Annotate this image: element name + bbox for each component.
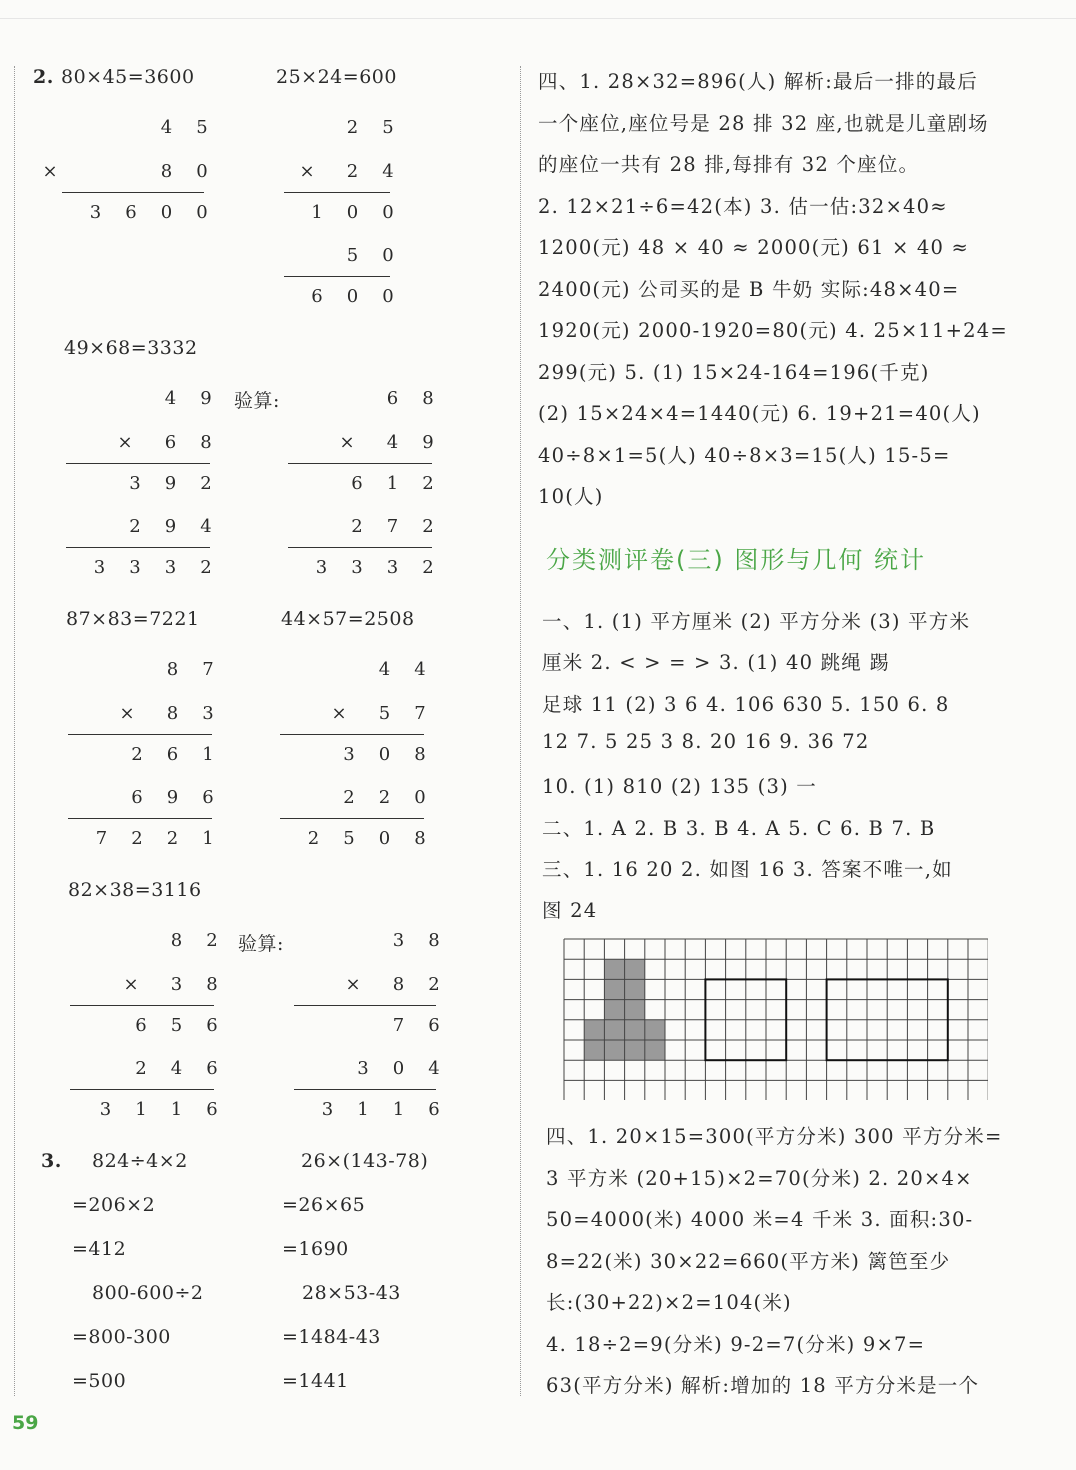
calc-digit: 2 xyxy=(166,828,179,849)
calc-digit: 3 xyxy=(164,557,177,578)
calc-digit: 5 xyxy=(378,703,391,724)
grid-figure xyxy=(563,938,988,1100)
calc-digit: 6 xyxy=(386,388,399,409)
calc-digit: 7 xyxy=(202,659,214,680)
equation-44x57: 44×57=2508 xyxy=(281,608,415,630)
shaded-cell xyxy=(604,959,624,979)
answer-line: 二、1. A 2. B 3. B 4. A 5. C 6. B 7. B xyxy=(542,816,936,840)
question-3-label: 3. xyxy=(41,1150,62,1172)
answer-line: 四、1. 28×32=896(人) 解析:最后一排的最后 xyxy=(538,70,978,93)
answer-line: 三、1. 16 20 2. 如图 16 3. 答案不唯一,如 xyxy=(542,857,953,881)
calc-digit: 0 xyxy=(196,161,208,182)
calc-digit: 0 xyxy=(392,1058,405,1079)
calc-digit: 8 xyxy=(166,703,179,724)
equation-82x38: 82×38=3116 xyxy=(68,879,202,901)
calc-digit: 1 xyxy=(170,1099,183,1120)
calc-digit: 2 xyxy=(422,557,434,578)
answer-line: (2) 15×24×4=1440(元) 6. 19+21=40(人) xyxy=(538,402,981,425)
calc-digit: 4 xyxy=(200,516,212,537)
shaded-cell xyxy=(645,1040,665,1060)
calc-digit: 4 xyxy=(386,432,399,453)
equation-49x68: 49×68=3332 xyxy=(64,337,198,359)
calc-digit: 1 xyxy=(202,744,214,765)
answer-line: 一、1. (1) 平方厘米 (2) 平方分米 (3) 平方米 xyxy=(542,610,971,633)
calc-digit: 0 xyxy=(382,245,394,266)
answer-line: 四、1. 20×15=300(平方分米) 300 平方分米= xyxy=(546,1125,1003,1148)
answer-line: 厘米 2. < > = > 3. (1) 40 跳绳 踢 xyxy=(542,651,891,675)
equation-80x45: 80×45=3600 xyxy=(61,66,195,88)
answer-line: 299(元) 5. (1) 15×24-164=196(千克) xyxy=(538,360,930,384)
answer-line: 图 24 xyxy=(542,899,598,923)
calc-digit: 5 xyxy=(196,117,208,138)
multiply-sign: × xyxy=(42,161,58,182)
calc-digit: 0 xyxy=(378,744,391,765)
check-label-1: 验算: xyxy=(234,390,280,412)
calc-digit: 3 xyxy=(351,557,363,578)
calc-digit: 6 xyxy=(131,787,143,808)
multiply-sign: × xyxy=(339,432,355,453)
q3-step: =800-300 xyxy=(72,1326,171,1348)
shaded-cell xyxy=(604,1040,624,1060)
q3-step: =1690 xyxy=(282,1238,349,1260)
calc-digit: 2 xyxy=(307,828,320,849)
calc-digit: 2 xyxy=(131,744,143,765)
calc-digit: 2 xyxy=(351,516,363,537)
q3-step: =500 xyxy=(72,1370,127,1392)
answer-line: 一个座位,座位号是 28 排 32 座,也就是儿童剧场 xyxy=(538,111,989,135)
answer-line: 8=22(米) 30×22=660(平方米) 篱笆至少 xyxy=(546,1249,951,1273)
calc-digit: 6 xyxy=(206,1015,218,1036)
calc-rule-line xyxy=(288,547,432,548)
calc-digit: 4 xyxy=(382,161,394,182)
answer-line: 40÷8×1=5(人) 40÷8×3=15(人) 15-5= xyxy=(538,443,951,467)
calc-digit: 5 xyxy=(382,117,394,138)
q3-step: =206×2 xyxy=(72,1194,156,1216)
calc-digit: 7 xyxy=(95,828,108,849)
calc-digit: 3 xyxy=(99,1099,112,1120)
equation-87x83: 87×83=7221 xyxy=(66,608,200,630)
shaded-cell xyxy=(625,959,645,979)
calc-digit: 6 xyxy=(351,473,363,494)
q3-step: 26×(143-78) xyxy=(301,1150,429,1172)
calc-digit: 8 xyxy=(392,974,405,995)
multiply-sign: × xyxy=(123,974,139,995)
shaded-cell xyxy=(604,979,624,999)
calc-digit: 8 xyxy=(428,930,440,951)
calc-digit: 5 xyxy=(343,828,355,849)
answer-line: 50=4000(米) 4000 米=4 千米 3. 面积:30- xyxy=(546,1208,974,1231)
calc-rule-line xyxy=(294,1005,436,1006)
center-divider-line xyxy=(520,66,521,1396)
calc-digit: 8 xyxy=(206,974,218,995)
calc-digit: 1 xyxy=(311,202,323,223)
calc-digit: 4 xyxy=(414,659,426,680)
shaded-cell xyxy=(584,1040,604,1060)
multiply-sign: × xyxy=(117,432,133,453)
calc-digit: 2 xyxy=(346,117,359,138)
calc-digit: 2 xyxy=(131,828,143,849)
calc-digit: 5 xyxy=(346,245,359,266)
calc-digit: 4 xyxy=(164,388,177,409)
calc-rule-line xyxy=(284,276,390,277)
section-title: 分类测评卷(三) 图形与几何 统计 xyxy=(546,546,926,574)
answer-line: 的座位一共有 28 排,每排有 32 个座位。 xyxy=(538,153,920,176)
calc-rule-line xyxy=(288,463,432,464)
q3-step: 800-600÷2 xyxy=(92,1282,204,1304)
calc-digit: 3 xyxy=(343,744,355,765)
calc-digit: 3 xyxy=(357,1058,369,1079)
calc-digit: 6 xyxy=(202,787,214,808)
q3-step: =1484-43 xyxy=(282,1326,381,1348)
calc-digit: 6 xyxy=(311,286,323,307)
page-number: 59 xyxy=(12,1412,39,1434)
calc-digit: 1 xyxy=(135,1099,147,1120)
q3-step: =412 xyxy=(72,1238,127,1260)
calc-digit: 3 xyxy=(129,557,141,578)
shaded-cell xyxy=(645,1020,665,1040)
calc-rule-line xyxy=(66,463,210,464)
calc-digit: 0 xyxy=(382,202,394,223)
left-margin-line xyxy=(14,66,15,1396)
answer-line: 1200(元) 48 × 40 ≈ 2000(元) 61 × 40 ≈ xyxy=(538,236,970,259)
calc-digit: 0 xyxy=(196,202,208,223)
multiply-sign: × xyxy=(119,703,135,724)
calc-digit: 1 xyxy=(357,1099,369,1120)
answer-line: 2. 12×21÷6=42(本) 3. 估一估:32×40≈ xyxy=(538,194,948,218)
check-label-2: 验算: xyxy=(238,933,284,955)
calc-rule-line xyxy=(66,547,210,548)
shaded-cell xyxy=(625,979,645,999)
calc-digit: 3 xyxy=(321,1099,334,1120)
calc-digit: 3 xyxy=(170,974,183,995)
calc-digit: 6 xyxy=(206,1058,218,1079)
calc-digit: 2 xyxy=(135,1058,147,1079)
answer-line: 10(人) xyxy=(538,485,604,508)
calc-digit: 6 xyxy=(206,1099,218,1120)
calc-digit: 4 xyxy=(428,1058,440,1079)
calc-digit: 4 xyxy=(170,1058,183,1079)
calc-digit: 3 xyxy=(392,930,405,951)
shaded-cell xyxy=(625,1020,645,1040)
calc-digit: 4 xyxy=(378,659,391,680)
answer-line: 足球 11 (2) 3 6 4. 106 630 5. 150 6. 8 xyxy=(542,692,950,716)
calc-digit: 2 xyxy=(200,557,212,578)
calc-digit: 3 xyxy=(315,557,328,578)
calc-rule-line xyxy=(70,1005,214,1006)
calc-digit: 2 xyxy=(129,516,141,537)
calc-digit: 1 xyxy=(392,1099,405,1120)
q3-step: =1441 xyxy=(282,1370,349,1392)
calc-digit: 8 xyxy=(200,432,212,453)
answer-line: 63(平方分米) 解析:增加的 18 平方分米是一个 xyxy=(546,1374,980,1397)
calc-digit: 6 xyxy=(166,744,179,765)
calc-digit: 9 xyxy=(164,473,177,494)
calc-digit: 8 xyxy=(414,828,426,849)
calc-digit: 8 xyxy=(160,161,173,182)
calc-rule-line xyxy=(280,818,424,819)
multiply-sign: × xyxy=(299,161,315,182)
calc-digit: 9 xyxy=(200,388,212,409)
calc-digit: 6 xyxy=(428,1099,440,1120)
calc-digit: 6 xyxy=(428,1015,440,1036)
calc-digit: 3 xyxy=(129,473,141,494)
calc-digit: 9 xyxy=(166,787,179,808)
calc-rule-line xyxy=(62,192,204,193)
calc-digit: 2 xyxy=(343,787,355,808)
answer-line: 12 7. 5 25 3 8. 20 16 9. 36 72 xyxy=(542,729,870,753)
calc-digit: 1 xyxy=(386,473,399,494)
calc-rule-line xyxy=(68,818,212,819)
shaded-cell xyxy=(625,1040,645,1060)
multiply-sign: × xyxy=(331,703,347,724)
answer-line: 3 平方米 (20+15)×2=70(分米) 2. 20×4× xyxy=(546,1166,973,1190)
calc-rule-line xyxy=(280,734,424,735)
calc-rule-line xyxy=(294,1089,436,1090)
calc-digit: 6 xyxy=(164,432,177,453)
calc-rule-line xyxy=(68,734,212,735)
calc-digit: 9 xyxy=(422,432,434,453)
calc-digit: 8 xyxy=(414,744,426,765)
calc-digit: 3 xyxy=(202,703,214,724)
answer-line: 长:(30+22)×2=104(米) xyxy=(546,1291,792,1314)
calc-digit: 2 xyxy=(428,974,440,995)
q3-step: =26×65 xyxy=(282,1194,366,1216)
answer-line: 10. (1) 810 (2) 135 (3) 一 xyxy=(542,775,818,799)
calc-digit: 3 xyxy=(89,202,102,223)
calc-digit: 2 xyxy=(206,930,218,951)
calc-digit: 2 xyxy=(422,516,434,537)
calc-digit: 2 xyxy=(200,473,212,494)
multiply-sign: × xyxy=(345,974,361,995)
calc-digit: 1 xyxy=(202,828,214,849)
calc-digit: 8 xyxy=(166,659,179,680)
equation-25x24: 25×24=600 xyxy=(276,66,397,88)
calc-digit: 5 xyxy=(170,1015,183,1036)
calc-digit: 7 xyxy=(392,1015,405,1036)
calc-digit: 2 xyxy=(346,161,359,182)
calc-digit: 4 xyxy=(160,117,173,138)
calc-digit: 3 xyxy=(386,557,399,578)
shaded-cell xyxy=(604,1000,624,1020)
calc-digit: 2 xyxy=(422,473,434,494)
calc-digit: 7 xyxy=(414,703,426,724)
calc-digit: 6 xyxy=(125,202,137,223)
calc-digit: 0 xyxy=(346,286,359,307)
calc-digit: 0 xyxy=(382,286,394,307)
q3-step: 824÷4×2 xyxy=(92,1150,188,1172)
q3-step: 28×53-43 xyxy=(302,1282,401,1304)
calc-digit: 0 xyxy=(378,828,391,849)
calc-digit: 6 xyxy=(135,1015,147,1036)
shaded-cell xyxy=(584,1020,604,1040)
answer-line: 2400(元) 公司买的是 B 牛奶 实际:48×40= xyxy=(538,277,960,301)
calc-digit: 7 xyxy=(386,516,399,537)
calc-rule-line xyxy=(70,1089,214,1090)
calc-digit: 0 xyxy=(160,202,173,223)
calc-digit: 9 xyxy=(164,516,177,537)
shaded-cell xyxy=(625,1000,645,1020)
calc-digit: 8 xyxy=(170,930,183,951)
top-rule xyxy=(0,18,1076,19)
calc-rule-line xyxy=(284,192,390,193)
answer-line: 1920(元) 2000-1920=80(元) 4. 25×11+24= xyxy=(538,319,1008,342)
calc-digit: 8 xyxy=(422,388,434,409)
calc-digit: 0 xyxy=(414,787,426,808)
answer-line: 4. 18÷2=9(分米) 9-2=7(分米) 9×7= xyxy=(546,1332,926,1356)
calc-digit: 2 xyxy=(378,787,391,808)
calc-digit: 3 xyxy=(93,557,106,578)
calc-digit: 0 xyxy=(346,202,359,223)
shaded-cell xyxy=(604,1020,624,1040)
question-2-label: 2. xyxy=(33,66,54,88)
